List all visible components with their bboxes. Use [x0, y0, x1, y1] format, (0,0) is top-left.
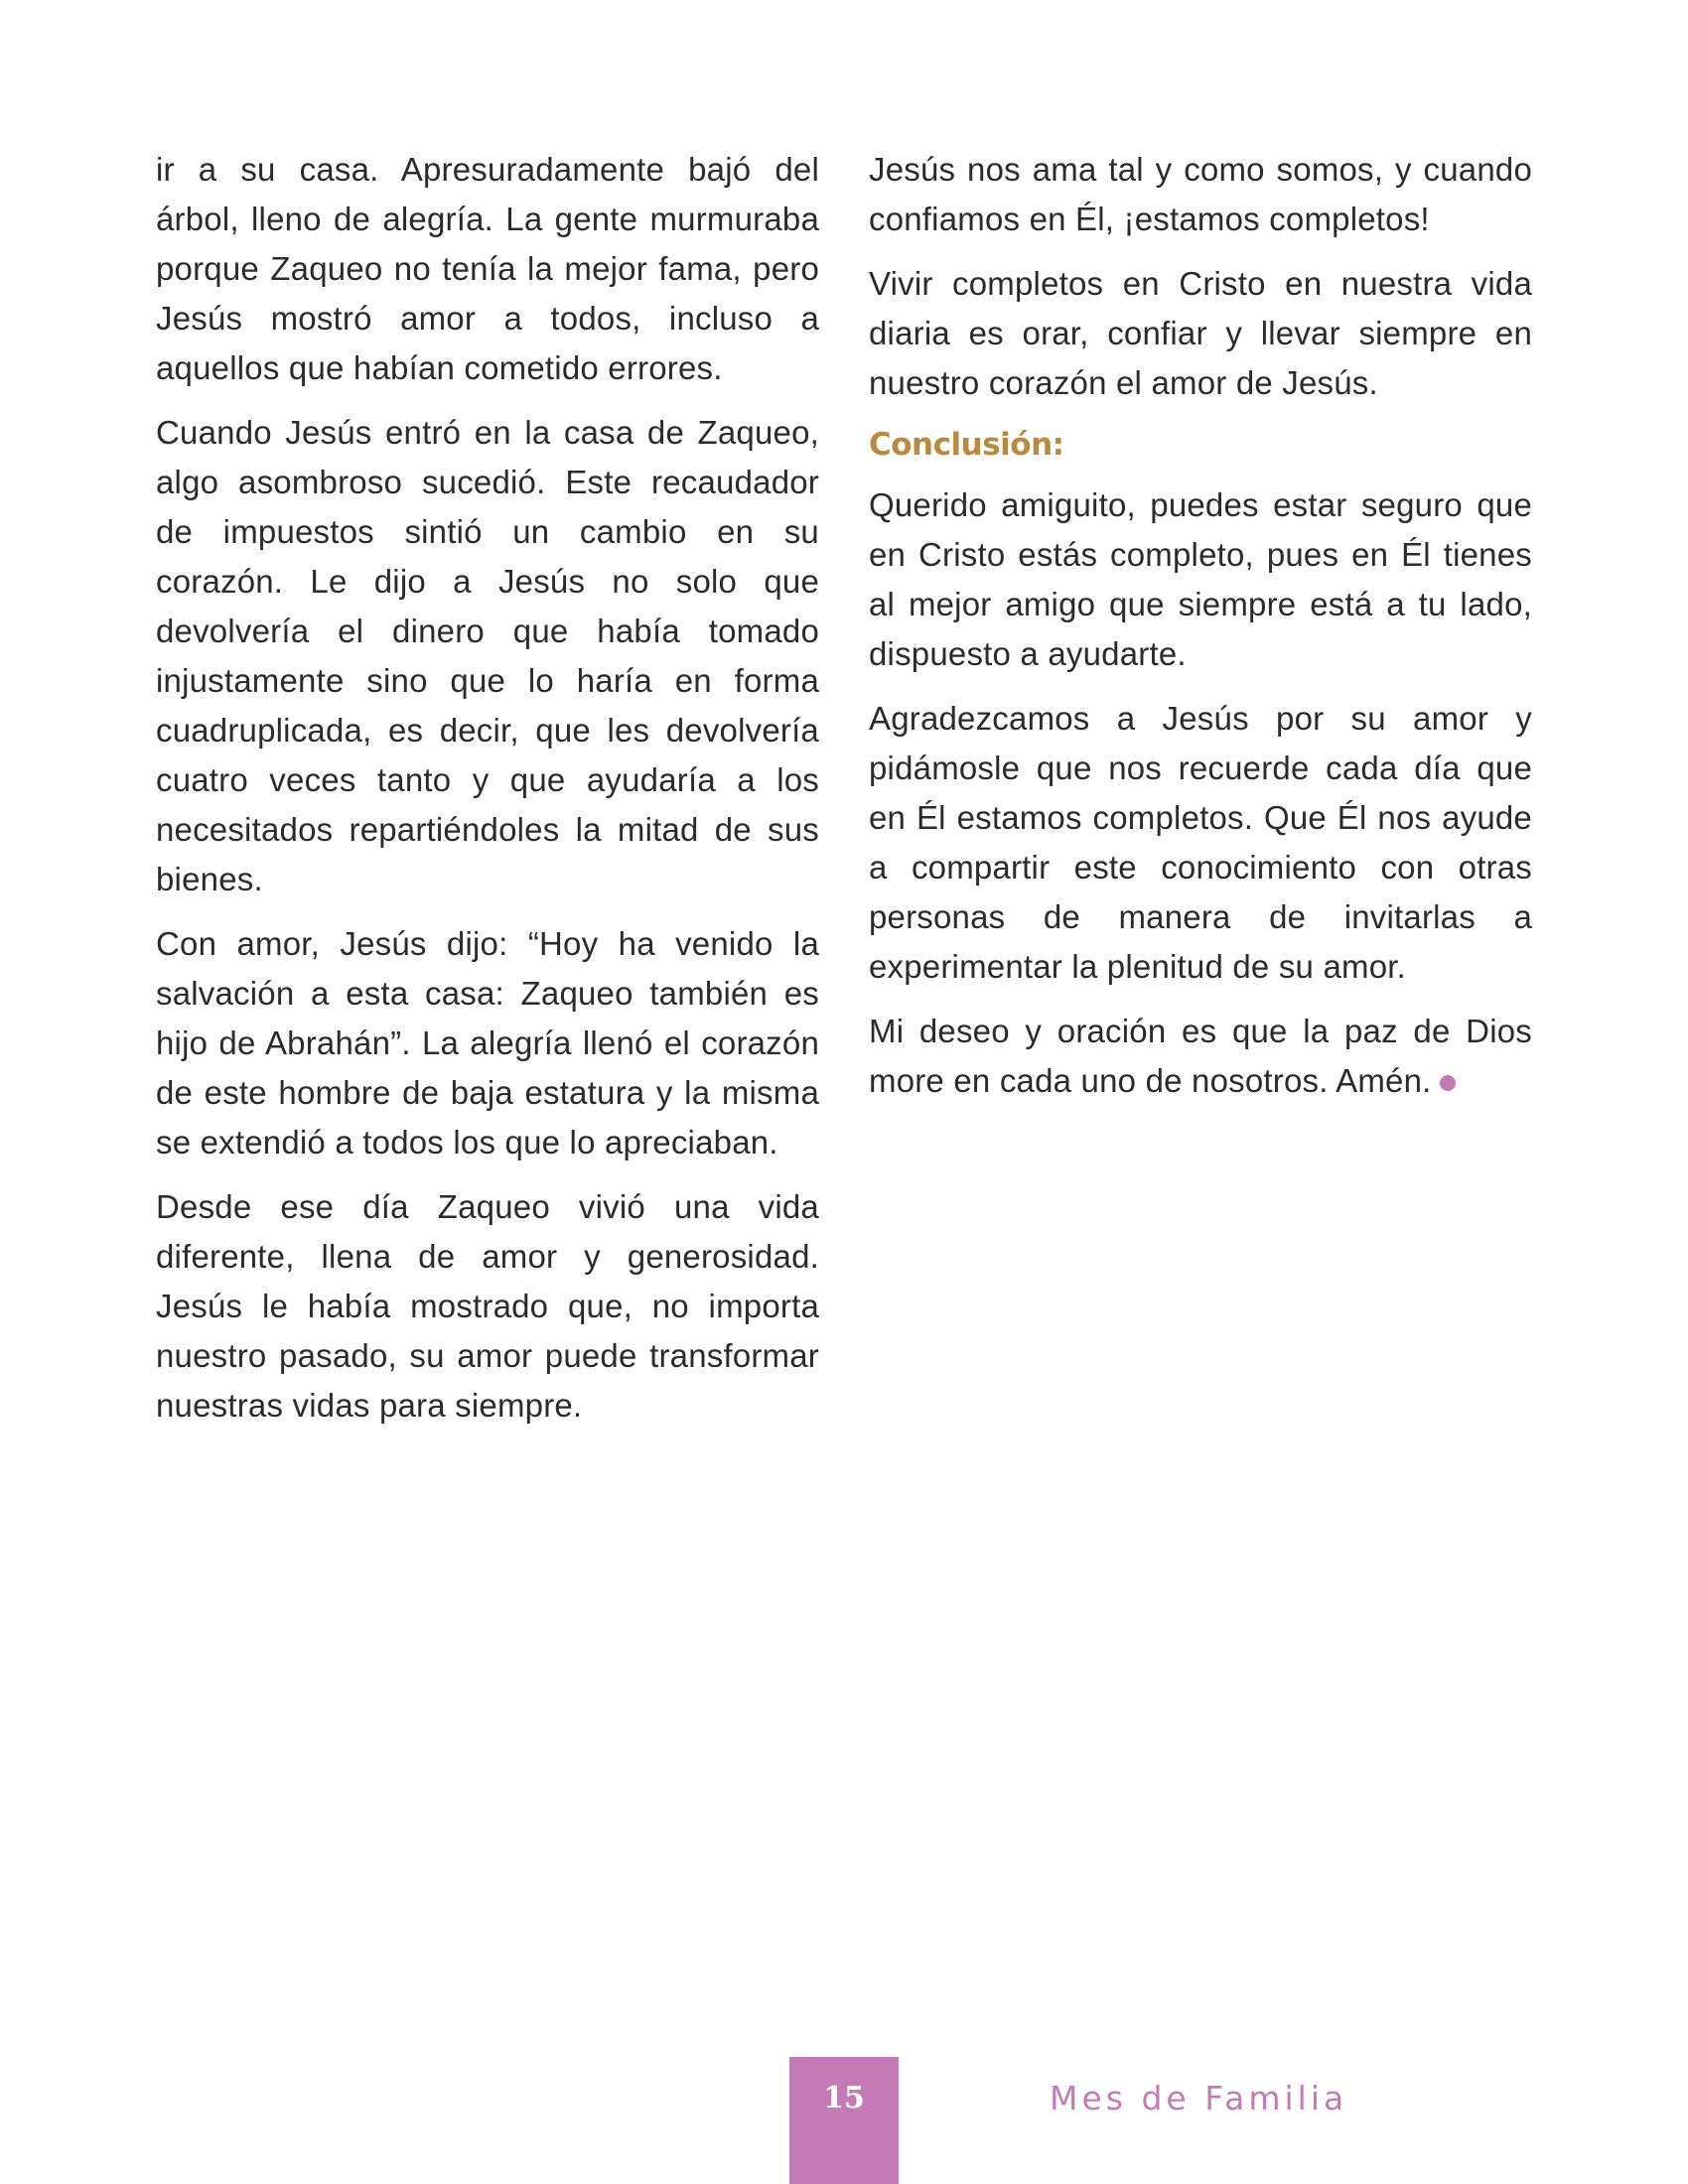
- body-paragraph: Cuando Jesús entró en la casa de Zaqueo, algo asombroso sucedió. Este recaudador de impuestos sintió un cambio en su corazón. Le dijo a Jesús no solo que devolvería el dinero que había tomado injustamente sino que lo haría en forma cuadruplicada, es decir, que les devolvería cuatro veces tanto y que ayudaría a los necesitados repartiéndoles la mitad de sus bienes.: [156, 414, 819, 897]
- body-paragraph: Desde ese día Zaqueo vivió una vida diferente, llena de amor y generosidad. Jesús le había mostrado que, no importa nuestro pasado, su amor puede transformar nuestras vidas para siempre.: [156, 1188, 819, 1424]
- body-paragraph: Agradezcamos a Jesús por su amor y pidámosle que nos recuerde cada día que en Él estamos completos. Que Él nos ayude a compartir este conocimiento con otras personas de manera de invitarlas a experimentar la plenitud de su amor.: [869, 700, 1532, 985]
- body-paragraph: Querido amiguito, puedes estar seguro que en Cristo estás completo, pues en Él tienes al mejor amigo que siempre está a tu lado, dispuesto a ayudarte.: [869, 486, 1532, 672]
- final-paragraph-text: Mi deseo y oración es que la paz de Dios more en cada uno de nosotros. Amén.: [869, 1013, 1532, 1099]
- body-paragraph: Jesús nos ama tal y como somos, y cuando confiamos en Él, ¡estamos completos!: [869, 151, 1532, 237]
- filled-circle-icon: [1440, 1075, 1456, 1091]
- section-heading-conclusion: Conclusión:: [869, 427, 1064, 463]
- left-column: [156, 145, 819, 1445]
- footer-title: Mes de Familia: [1050, 2079, 1348, 2117]
- body-paragraph: Vivir completos en Cristo en nuestra vida diaria es orar, confiar y llevar siempre en nuestro corazón el amor de Jesús.: [869, 265, 1532, 401]
- body-paragraph: Con amor, Jesús dijo: “Hoy ha venido la salvación a esta casa: Zaqueo también es hijo de Abrahán”. La alegría llenó el corazón de este hombre de baja estatura y la misma se extendió a todos los que lo apreciaban.: [156, 925, 819, 1160]
- final-paragraph: [869, 1007, 1532, 1106]
- body-paragraph: ir a su casa. Apresuradamente bajó del árbol, lleno de alegría. La gente murmuraba porque Zaqueo no tenía la mejor fama, pero Jesús mostró amor a todos, incluso a aquellos que habían cometido errores.: [156, 151, 819, 386]
- page-number-box: [789, 2057, 899, 2184]
- right-column: [869, 145, 1532, 1121]
- page-number: 15: [823, 2081, 865, 2116]
